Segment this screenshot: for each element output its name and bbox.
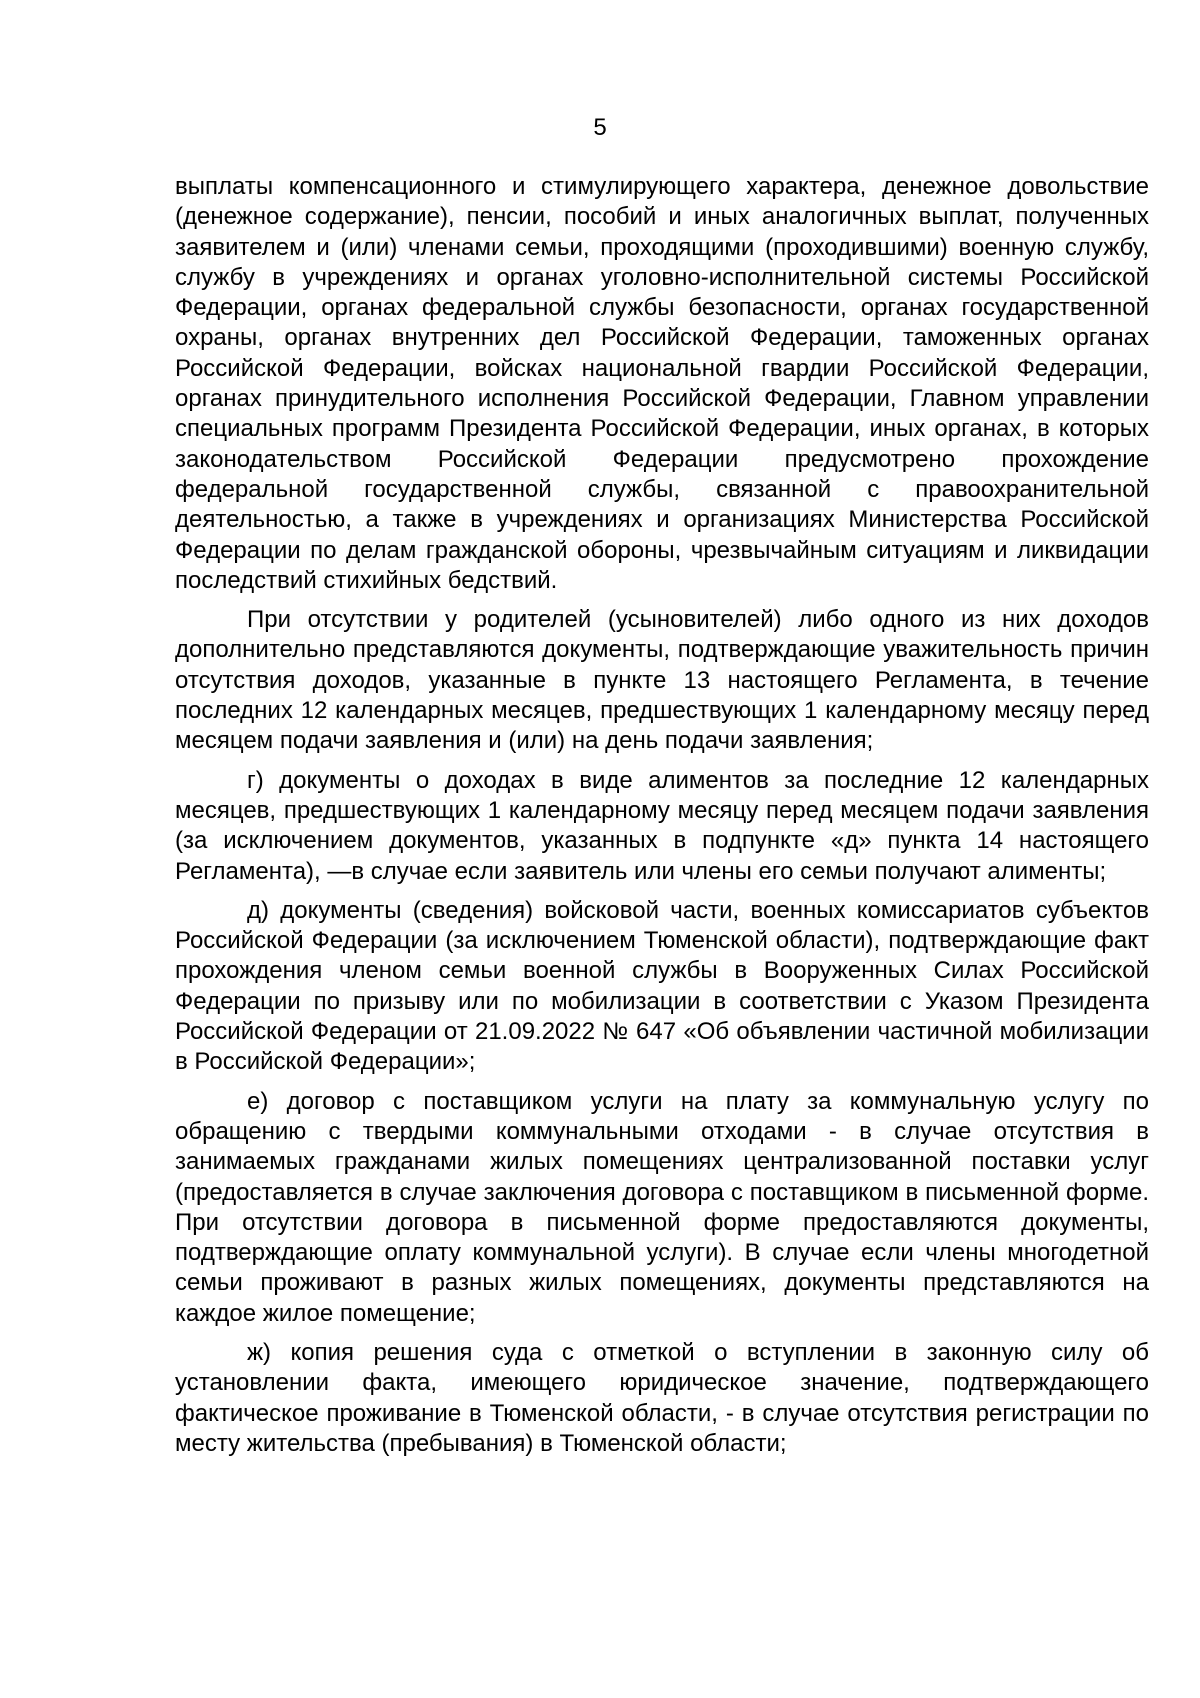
paragraph-item-d: д) документы (сведения) войсковой части, военных комиссариатов субъектов Российской Федерации (за исключением Тюменской области), подтверждающие факт прохождения членом семьи военной службы в Вооруженных Силах Российской Федерации по призыву или по мобилизации в соответствии с Указом Президента Российской Федерации от 21.09.2022 № 647 «Об объявлении частичной мобилизации в Российской Федерации»; [175, 896, 1149, 1076]
paragraph-item-e: е) договор с поставщиком услуги на плату за коммунальную услугу по обращению с твердыми коммунальными отходами - в случае отсутствия в занимаемых гражданами жилых помещениях централизованной поставки услуг (предоставляется в случае заключения договора с поставщиком в письменной форме. При отсутствии договора в письменной форме предоставляются документы, подтверждающие оплату коммунальной услуги). В случае если члены многодетной семьи проживают в разных жилых помещениях, документы представляются на каждое жилое помещение; [175, 1087, 1149, 1327]
document-body [175, 172, 1149, 1459]
paragraph-no-income: При отсутствии у родителей (усыновителей) либо одного из них доходов дополнительно представляются документы, подтверждающие уважительность причин отсутствия доходов, указанные в пункте 13 настоящего Регламента, в течение последних 12 календарных месяцев, предшествующих 1 календарному месяцу перед месяцем подачи заявления и (или) на день подачи заявления; [175, 606, 1149, 755]
paragraph-item-g: г) документы о доходах в виде алиментов за последние 12 календарных месяцев, предшествующих 1 календарному месяцу перед месяцем подачи заявления (за исключением документов, указанных в подпункте «д» пункта 14 настоящего Регламента), —в случае если заявитель или члены его семьи получают алименты; [175, 766, 1149, 885]
paragraph-continuation: выплаты компенсационного и стимулирующего характера, денежное довольствие (денежное содержание), пенсии, пособий и иных аналогичных выплат, полученных заявителем и (или) членами семьи, проходящими (проходившими) военную службу, службу в учреждениях и органах уголовно-исполнительной системы Российской Федерации, органах федеральной службы безопасности, органах государственной охраны, органах внутренних дел Российской Федерации, таможенных органах Российской Федерации, войсках национальной гвардии Российской Федерации, органах принудительного исполнения Российской Федерации, Главном управлении специальных программ Президента Российской Федерации, иных органах, в которых законодательством Российской Федерации предусмотрено прохождение федеральной государственной службы, связанной с правоохранительной деятельностью, а также в учреждениях и организациях Министерства Российской Федерации по делам гражданской обороны, чрезвычайным ситуациям и ликвидации последствий стихийных бедствий. [175, 173, 1149, 594]
page-number: 5 [593, 114, 607, 141]
paragraph-item-zh: ж) копия решения суда с отметкой о вступлении в законную силу об установлении факта, имеющего юридическое значение, подтверждающего фактическое проживание в Тюменской области, - в случае отсутствия регистрации по месту жительства (пребывания) в Тюменской области; [175, 1338, 1149, 1457]
